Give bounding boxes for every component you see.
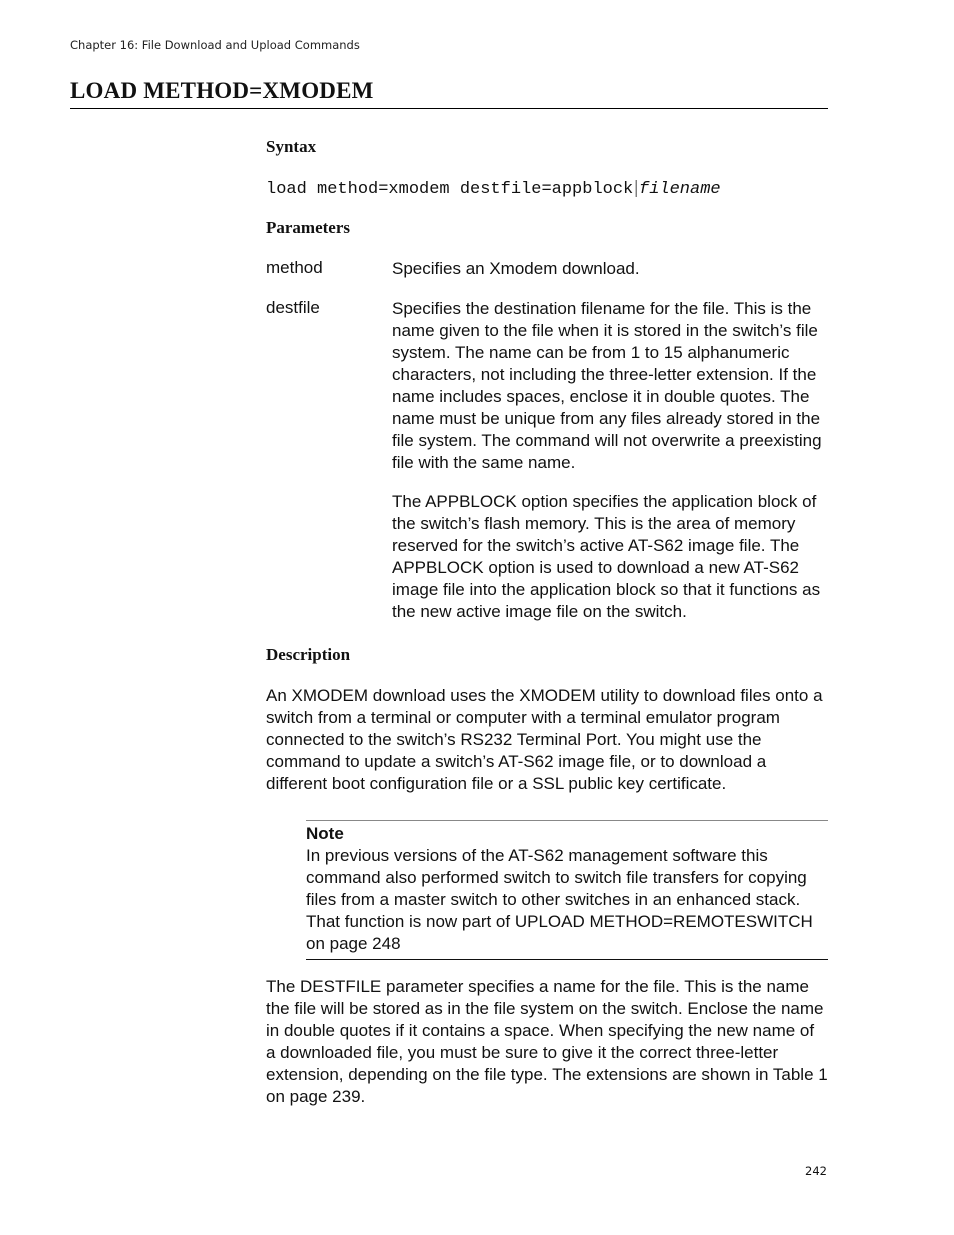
- param-desc-destfile-2: The APPBLOCK option specifies the application block of the switch’s flash memory. This is the area of memory reserved for the switch’s active AT-S62 image file. The APPBLOCK option is used to download a new AT-S62 image file into the application block so that it functions as the new active image file on the switch.: [392, 492, 821, 621]
- param-desc-method: Specifies an Xmodem download.: [392, 259, 640, 278]
- description-paragraph-2: The DESTFILE parameter specifies a name for the file. This is the name the file will be stored as in the file system on the switch. Enclose the name in double quotes if it contains a space. When specifying the new name of a downloaded file, you must be sure to give it the correct three-letter extension, depending on the file type. The extensions are shown in Table 1 on page 239.: [266, 977, 828, 1106]
- note-title: Note: [306, 824, 344, 843]
- syntax-command: [266, 178, 828, 199]
- syntax-heading: Syntax: [266, 137, 317, 156]
- note-box: [306, 820, 828, 960]
- param-name-destfile: destfile: [266, 298, 320, 317]
- page-title: LOAD METHOD=XMODEM: [70, 78, 828, 109]
- parameters-heading: Parameters: [266, 218, 351, 237]
- param-name-method: method: [266, 258, 323, 277]
- note-text: In previous versions of the AT-S62 management software this command also performed switch to switch file transfers for copying files from a master switch to other switches in an enhanced stack. That function is now part of UPLOAD METHOD=REMOTESWITCH on page 248: [306, 846, 813, 953]
- chapter-header: Chapter 16: File Download and Upload Commands: [70, 38, 360, 52]
- page-number: 242: [805, 1164, 827, 1178]
- description-paragraph-1: An XMODEM download uses the XMODEM utility to download files onto a switch from a terminal or computer with a terminal emulator program connected to the switch’s RS232 Terminal Port. You might use the command to update a switch’s AT-S62 image file, or to download a different boot configuration file or a SSL public key certificate.: [266, 686, 823, 793]
- param-desc-destfile-1: Specifies the destination filename for the file. This is the name given to the file when it is stored in the switch’s file system. The name can be from 1 to 15 alphanumeric characters, not including the three-letter extension. If the name includes spaces, enclose it in double quotes. The name must be unique from any files already stored in the file system. The command will not overwrite a preexisting file with the same name.: [392, 299, 822, 472]
- syntax-separator: |: [633, 178, 639, 198]
- description-heading: Description: [266, 645, 351, 664]
- syntax-command-text: load method=xmodem destfile=appblock: [266, 180, 634, 199]
- syntax-variable: filename: [639, 180, 721, 199]
